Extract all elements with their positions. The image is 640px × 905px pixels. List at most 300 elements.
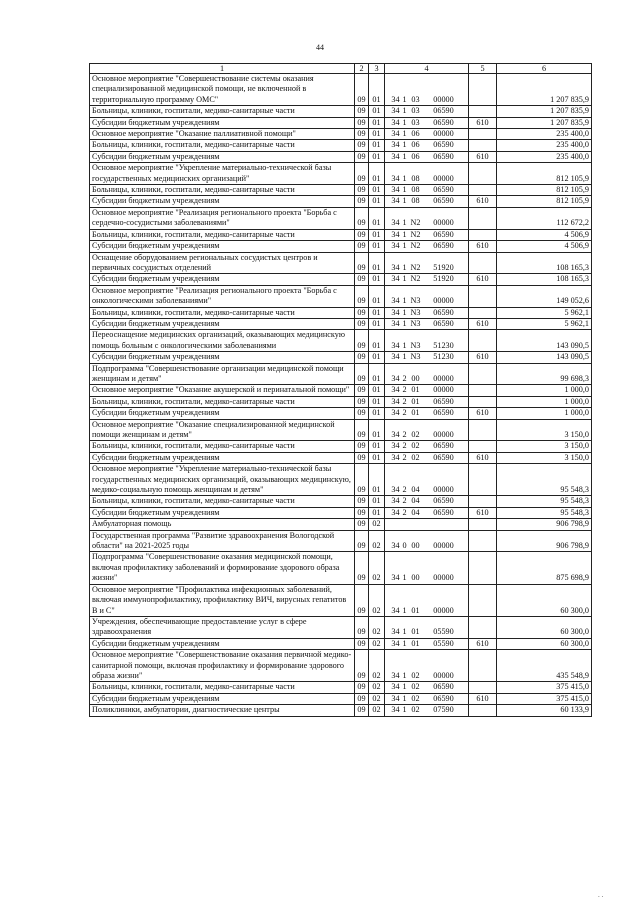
target-code-part: 00000 bbox=[433, 94, 454, 104]
row-amount: 375 415,0 bbox=[497, 693, 592, 704]
target-code-part: 1 bbox=[402, 352, 407, 362]
row-subsection: 01 bbox=[369, 307, 385, 318]
target-code-part: 08 bbox=[411, 185, 420, 195]
table-row bbox=[90, 229, 592, 240]
table-header-row bbox=[90, 64, 592, 74]
row-target-code bbox=[385, 117, 469, 128]
row-target-code bbox=[385, 638, 469, 649]
row-target-code bbox=[385, 307, 469, 318]
target-code-part: 06590 bbox=[433, 229, 454, 239]
row-expense-type bbox=[469, 396, 497, 407]
target-code-part: 1 bbox=[402, 340, 407, 350]
row-subsection: 01 bbox=[369, 207, 385, 229]
row-name: Больницы, клиники, госпитали, медико-санитарные части bbox=[90, 396, 355, 407]
row-section: 09 bbox=[355, 552, 369, 584]
table-row bbox=[90, 693, 592, 704]
header-subsection: 3 bbox=[369, 64, 385, 74]
row-subsection: 01 bbox=[369, 408, 385, 419]
target-code-part: 2 bbox=[402, 408, 407, 418]
row-expense-type bbox=[469, 419, 497, 441]
table-row bbox=[90, 307, 592, 318]
target-code-part: 1 bbox=[402, 196, 407, 206]
row-amount: 5 962,1 bbox=[497, 307, 592, 318]
row-section: 09 bbox=[355, 419, 369, 441]
row-expense-type bbox=[469, 163, 497, 185]
target-code-part: 2 bbox=[402, 373, 407, 383]
row-subsection: 01 bbox=[369, 151, 385, 162]
header-amount: 6 bbox=[497, 64, 592, 74]
row-expense-type bbox=[469, 584, 497, 616]
row-target-code bbox=[385, 419, 469, 441]
target-code-part: 06590 bbox=[433, 241, 454, 251]
row-amount: 5 962,1 bbox=[497, 318, 592, 329]
table-row bbox=[90, 396, 592, 407]
target-code-part: 1 bbox=[402, 94, 407, 104]
target-code-part: 34 bbox=[391, 106, 400, 116]
target-code-part: N3 bbox=[410, 318, 421, 328]
row-subsection: 01 bbox=[369, 507, 385, 518]
row-subsection: 01 bbox=[369, 229, 385, 240]
target-code-part: 34 bbox=[391, 485, 400, 495]
header-name: 1 bbox=[90, 64, 355, 74]
target-code-part: 00000 bbox=[433, 173, 454, 183]
row-expense-type bbox=[469, 129, 497, 140]
page-number: 44 bbox=[316, 43, 324, 52]
row-amount: 235 400,0 bbox=[497, 129, 592, 140]
row-target-code bbox=[385, 519, 469, 530]
row-amount: 143 090,5 bbox=[497, 330, 592, 352]
row-section: 09 bbox=[355, 106, 369, 117]
target-code-part: N3 bbox=[410, 296, 421, 306]
row-section: 09 bbox=[355, 185, 369, 196]
target-code-part: 34 bbox=[391, 318, 400, 328]
row-expense-type: 610 bbox=[469, 151, 497, 162]
row-amount: 3 150,0 bbox=[497, 419, 592, 441]
row-target-code bbox=[385, 452, 469, 463]
row-amount: 60 133,9 bbox=[497, 705, 592, 716]
row-section: 09 bbox=[355, 241, 369, 252]
target-code-part: 2 bbox=[402, 441, 407, 451]
row-section: 09 bbox=[355, 638, 369, 649]
row-subsection: 02 bbox=[369, 616, 385, 638]
target-code-part: N3 bbox=[410, 307, 421, 317]
row-expense-type bbox=[469, 682, 497, 693]
target-code-part: 34 bbox=[391, 274, 400, 284]
target-code-part: 1 bbox=[402, 605, 407, 615]
target-code-part: N3 bbox=[410, 340, 421, 350]
target-code-part: 34 bbox=[391, 408, 400, 418]
row-target-code bbox=[385, 408, 469, 419]
row-section: 09 bbox=[355, 274, 369, 285]
target-code-part: 34 bbox=[391, 173, 400, 183]
table-row bbox=[90, 74, 592, 106]
target-code-part: 51230 bbox=[433, 352, 454, 362]
row-expense-type bbox=[469, 307, 497, 318]
row-section: 09 bbox=[355, 464, 369, 496]
row-subsection: 01 bbox=[369, 496, 385, 507]
target-code-part: 06590 bbox=[433, 452, 454, 462]
table-row bbox=[90, 252, 592, 274]
target-code-part: 00000 bbox=[433, 218, 454, 228]
target-code-part: 34 bbox=[391, 262, 400, 272]
row-expense-type bbox=[469, 74, 497, 106]
row-section: 09 bbox=[355, 307, 369, 318]
row-name: Субсидии бюджетным учреждениям bbox=[90, 241, 355, 252]
target-code-part: 1 bbox=[402, 151, 407, 161]
target-code-part: 06590 bbox=[433, 185, 454, 195]
row-section: 09 bbox=[355, 616, 369, 638]
table-row bbox=[90, 330, 592, 352]
row-amount: 4 506,9 bbox=[497, 229, 592, 240]
row-amount: 60 300,0 bbox=[497, 638, 592, 649]
target-code-part: 06590 bbox=[433, 396, 454, 406]
target-code-part: 01 bbox=[411, 605, 420, 615]
row-subsection: 02 bbox=[369, 638, 385, 649]
row-section: 09 bbox=[355, 140, 369, 151]
target-code-part: 1 bbox=[402, 241, 407, 251]
target-code-part: N3 bbox=[410, 352, 421, 362]
target-code-part: 34 bbox=[391, 496, 400, 506]
target-code-part: 34 bbox=[391, 117, 400, 127]
row-name: Субсидии бюджетным учреждениям bbox=[90, 408, 355, 419]
target-code-part: 1 bbox=[402, 682, 407, 692]
row-amount: 60 300,0 bbox=[497, 616, 592, 638]
row-name: Подпрограмма "Совершенствование оказания медицинской помощи, включая профилактику заболеваний и формирование здорового образа жизни" bbox=[90, 552, 355, 584]
row-target-code bbox=[385, 464, 469, 496]
row-name: Больницы, клиники, госпитали, медико-санитарные части bbox=[90, 185, 355, 196]
target-code-part: 34 bbox=[391, 196, 400, 206]
table-row bbox=[90, 318, 592, 329]
row-section: 09 bbox=[355, 519, 369, 530]
target-code-part: 34 bbox=[391, 373, 400, 383]
target-code-part: 34 bbox=[391, 638, 400, 648]
row-amount: 3 150,0 bbox=[497, 441, 592, 452]
target-code-part: 06590 bbox=[433, 117, 454, 127]
row-target-code bbox=[385, 530, 469, 552]
target-code-part: 02 bbox=[411, 452, 420, 462]
target-code-part: 05590 bbox=[433, 638, 454, 648]
row-subsection: 02 bbox=[369, 693, 385, 704]
target-code-part: 01 bbox=[411, 408, 420, 418]
table-row bbox=[90, 705, 592, 716]
target-code-part: N2 bbox=[410, 241, 421, 251]
row-target-code bbox=[385, 129, 469, 140]
target-code-part: 2 bbox=[402, 430, 407, 439]
target-code-part: 51920 bbox=[433, 262, 454, 272]
row-name: Основное мероприятие "Укрепление материально-технической базы государственных медицинских организаций" bbox=[90, 163, 355, 185]
target-code-part: 2 bbox=[402, 452, 407, 462]
row-section: 09 bbox=[355, 363, 369, 385]
row-target-code bbox=[385, 330, 469, 352]
row-name: Основное мероприятие "Оказание специализированной медицинской помощи женщинам и детям" bbox=[90, 419, 355, 441]
row-target-code bbox=[385, 163, 469, 185]
row-amount: 108 165,3 bbox=[497, 252, 592, 274]
row-amount: 812 105,9 bbox=[497, 185, 592, 196]
table-row bbox=[90, 530, 592, 552]
row-name: Учреждения, обеспечивающие предоставление услуг в сфере здравоохранения bbox=[90, 616, 355, 638]
target-code-part: 1 bbox=[402, 638, 407, 648]
target-code-part: 06 bbox=[411, 151, 420, 161]
table-row bbox=[90, 616, 592, 638]
table-row bbox=[90, 638, 592, 649]
row-expense-type bbox=[469, 330, 497, 352]
row-target-code bbox=[385, 74, 469, 106]
row-amount: 906 798,9 bbox=[497, 519, 592, 530]
target-code-part: N2 bbox=[410, 229, 421, 239]
row-name: Подпрограмма "Совершенствование организации медицинской помощи женщинам и детям" bbox=[90, 363, 355, 385]
target-code-part: 34 bbox=[391, 396, 400, 406]
target-code-part: 01 bbox=[411, 638, 420, 648]
target-code-part: 00 bbox=[411, 541, 420, 551]
row-expense-type: 610 bbox=[469, 117, 497, 128]
row-expense-type bbox=[469, 385, 497, 396]
budget-table bbox=[89, 63, 592, 717]
row-amount: 112 672,2 bbox=[497, 207, 592, 229]
table-row bbox=[90, 106, 592, 117]
header-expense-type: 5 bbox=[469, 64, 497, 74]
target-code-part: 00000 bbox=[433, 373, 454, 383]
row-subsection: 01 bbox=[369, 274, 385, 285]
target-code-part: 1 bbox=[402, 573, 407, 583]
row-target-code bbox=[385, 185, 469, 196]
row-subsection: 01 bbox=[369, 441, 385, 452]
target-code-part: 00000 bbox=[433, 296, 454, 306]
row-amount: 1 000,0 bbox=[497, 396, 592, 407]
row-target-code bbox=[385, 705, 469, 716]
target-code-part: 06590 bbox=[433, 682, 454, 692]
row-name: Основное мероприятие "Оказание акушерской и перинатальной помощи" bbox=[90, 385, 355, 396]
target-code-part: 06590 bbox=[433, 307, 454, 317]
target-code-part: 1 bbox=[402, 173, 407, 183]
row-subsection: 01 bbox=[369, 385, 385, 396]
row-subsection: 01 bbox=[369, 117, 385, 128]
row-target-code bbox=[385, 584, 469, 616]
target-code-part: 02 bbox=[411, 693, 420, 703]
table-row bbox=[90, 441, 592, 452]
table-row bbox=[90, 140, 592, 151]
target-code-part: 1 bbox=[402, 318, 407, 328]
row-expense-type bbox=[469, 530, 497, 552]
row-name: Амбулаторная помощь bbox=[90, 519, 355, 530]
table-row bbox=[90, 650, 592, 682]
target-code-part: 1 bbox=[402, 229, 407, 239]
row-target-code bbox=[385, 496, 469, 507]
target-code-part: 34 bbox=[391, 340, 400, 350]
target-code-part: 07590 bbox=[433, 705, 454, 715]
target-code-part: 51920 bbox=[433, 274, 454, 284]
row-name: Основное мероприятие "Совершенствование оказания первичной медико-санитарной помощи, включая профилактику и формирование здорового образа жизни" bbox=[90, 650, 355, 682]
row-expense-type bbox=[469, 705, 497, 716]
row-subsection: 01 bbox=[369, 396, 385, 407]
row-expense-type bbox=[469, 464, 497, 496]
row-target-code bbox=[385, 151, 469, 162]
row-name: Субсидии бюджетным учреждениям bbox=[90, 452, 355, 463]
target-code-part: 08 bbox=[411, 173, 420, 183]
row-section: 09 bbox=[355, 207, 369, 229]
target-code-part: 1 bbox=[402, 693, 407, 703]
row-amount: 906 798,9 bbox=[497, 530, 592, 552]
row-subsection: 01 bbox=[369, 419, 385, 441]
row-section: 09 bbox=[355, 530, 369, 552]
target-code-part: 02 bbox=[411, 441, 420, 451]
target-code-part: 34 bbox=[391, 605, 400, 615]
row-expense-type bbox=[469, 650, 497, 682]
row-amount: 435 548,9 bbox=[497, 650, 592, 682]
target-code-part: 00000 bbox=[433, 573, 454, 583]
target-code-part: 34 bbox=[391, 129, 400, 139]
target-code-part: 1 bbox=[402, 705, 407, 715]
row-subsection: 01 bbox=[369, 196, 385, 207]
row-section: 09 bbox=[355, 196, 369, 207]
table-body bbox=[90, 74, 592, 717]
target-code-part: 2 bbox=[402, 396, 407, 406]
target-code-part: 1 bbox=[402, 140, 407, 150]
target-code-part: 03 bbox=[411, 106, 420, 116]
target-code-part: 1 bbox=[402, 296, 407, 306]
row-amount: 4 506,9 bbox=[497, 241, 592, 252]
target-code-part: 00000 bbox=[433, 385, 454, 395]
row-expense-type bbox=[469, 106, 497, 117]
row-subsection: 01 bbox=[369, 285, 385, 307]
table-row bbox=[90, 117, 592, 128]
target-code-part: 06590 bbox=[433, 318, 454, 328]
row-expense-type: 610 bbox=[469, 352, 497, 363]
row-section: 09 bbox=[355, 507, 369, 518]
row-target-code bbox=[385, 352, 469, 363]
row-subsection: 02 bbox=[369, 519, 385, 530]
target-code-part: N2 bbox=[410, 274, 421, 284]
target-code-part: 34 bbox=[391, 218, 400, 228]
row-target-code bbox=[385, 396, 469, 407]
row-amount: 235 400,0 bbox=[497, 140, 592, 151]
row-section: 09 bbox=[355, 352, 369, 363]
row-amount: 1 000,0 bbox=[497, 385, 592, 396]
table-row bbox=[90, 363, 592, 385]
target-code-part: 00 bbox=[411, 373, 420, 383]
row-section: 09 bbox=[355, 496, 369, 507]
row-expense-type bbox=[469, 496, 497, 507]
row-expense-type: 610 bbox=[469, 693, 497, 704]
table-row bbox=[90, 519, 592, 530]
row-name: Субсидии бюджетным учреждениям bbox=[90, 196, 355, 207]
target-code-part: 1 bbox=[402, 262, 407, 272]
target-code-part: 1 bbox=[402, 307, 407, 317]
table-row bbox=[90, 241, 592, 252]
row-expense-type: 610 bbox=[469, 241, 497, 252]
row-expense-type bbox=[469, 441, 497, 452]
target-code-part: 06590 bbox=[433, 496, 454, 506]
row-target-code bbox=[385, 196, 469, 207]
row-subsection: 02 bbox=[369, 682, 385, 693]
row-target-code bbox=[385, 682, 469, 693]
row-target-code bbox=[385, 106, 469, 117]
row-subsection: 01 bbox=[369, 352, 385, 363]
target-code-part: 04 bbox=[411, 496, 420, 506]
row-name: Субсидии бюджетным учреждениям bbox=[90, 507, 355, 518]
row-name: Основное мероприятие "Реализация регионального проекта "Борьба с онкологическими заболеваниями" bbox=[90, 285, 355, 307]
row-section: 09 bbox=[355, 705, 369, 716]
target-code-part: 34 bbox=[391, 693, 400, 703]
target-code-part: N2 bbox=[410, 218, 421, 228]
row-amount: 108 165,3 bbox=[497, 274, 592, 285]
row-section: 09 bbox=[355, 452, 369, 463]
table-row bbox=[90, 196, 592, 207]
row-target-code bbox=[385, 140, 469, 151]
row-name: Больницы, клиники, госпитали, медико-санитарные части bbox=[90, 682, 355, 693]
target-code-part: 02 bbox=[411, 430, 420, 439]
row-expense-type: 610 bbox=[469, 452, 497, 463]
target-code-part: 34 bbox=[391, 352, 400, 362]
row-name: Субсидии бюджетным учреждениям bbox=[90, 117, 355, 128]
row-expense-type bbox=[469, 363, 497, 385]
target-code-part: 1 bbox=[402, 670, 407, 680]
target-code-part: 51230 bbox=[433, 340, 454, 350]
row-subsection: 01 bbox=[369, 241, 385, 252]
target-code-part: 01 bbox=[411, 627, 420, 637]
table-row bbox=[90, 419, 592, 441]
row-expense-type bbox=[469, 140, 497, 151]
target-code-part: 1 bbox=[402, 185, 407, 195]
target-code-part: 34 bbox=[391, 307, 400, 317]
target-code-part: 06590 bbox=[433, 151, 454, 161]
target-code-part: 34 bbox=[391, 441, 400, 451]
target-code-part: 34 bbox=[391, 385, 400, 395]
table-row bbox=[90, 352, 592, 363]
target-code-part: 00000 bbox=[433, 605, 454, 615]
row-name: Больницы, клиники, госпитали, медико-санитарные части bbox=[90, 496, 355, 507]
target-code-part: 1 bbox=[402, 117, 407, 127]
target-code-part: 08 bbox=[411, 196, 420, 206]
row-expense-type bbox=[469, 185, 497, 196]
row-section: 09 bbox=[355, 330, 369, 352]
row-amount: 1 207 835,9 bbox=[497, 74, 592, 106]
row-subsection: 01 bbox=[369, 363, 385, 385]
row-section: 09 bbox=[355, 163, 369, 185]
row-name: Субсидии бюджетным учреждениям bbox=[90, 352, 355, 363]
target-code-part: 34 bbox=[391, 573, 400, 583]
target-code-part: 34 bbox=[391, 229, 400, 239]
row-expense-type bbox=[469, 519, 497, 530]
target-code-part: 2 bbox=[402, 485, 407, 495]
row-expense-type: 610 bbox=[469, 507, 497, 518]
table-row bbox=[90, 385, 592, 396]
row-amount: 95 548,3 bbox=[497, 496, 592, 507]
row-section: 09 bbox=[355, 441, 369, 452]
row-section: 09 bbox=[355, 682, 369, 693]
target-code-part: 34 bbox=[391, 705, 400, 715]
table-row bbox=[90, 496, 592, 507]
row-expense-type bbox=[469, 252, 497, 274]
table-row bbox=[90, 682, 592, 693]
target-code-part: 2 bbox=[402, 496, 407, 506]
row-expense-type bbox=[469, 229, 497, 240]
row-name: Основное мероприятие "Оказание паллиативной помощи" bbox=[90, 129, 355, 140]
row-expense-type: 610 bbox=[469, 638, 497, 649]
row-target-code bbox=[385, 241, 469, 252]
row-section: 09 bbox=[355, 117, 369, 128]
row-expense-type bbox=[469, 207, 497, 229]
row-target-code bbox=[385, 207, 469, 229]
row-name: Субсидии бюджетным учреждениям bbox=[90, 693, 355, 704]
row-target-code bbox=[385, 285, 469, 307]
row-name: Субсидии бюджетным учреждениям bbox=[90, 638, 355, 649]
target-code-part: 1 bbox=[402, 129, 407, 139]
row-name: Субсидии бюджетным учреждениям bbox=[90, 274, 355, 285]
row-name: Оснащение оборудованием региональных сосудистых центров и первичных сосудистых отделений bbox=[90, 252, 355, 274]
row-expense-type bbox=[469, 616, 497, 638]
row-section: 09 bbox=[355, 693, 369, 704]
row-section: 09 bbox=[355, 151, 369, 162]
